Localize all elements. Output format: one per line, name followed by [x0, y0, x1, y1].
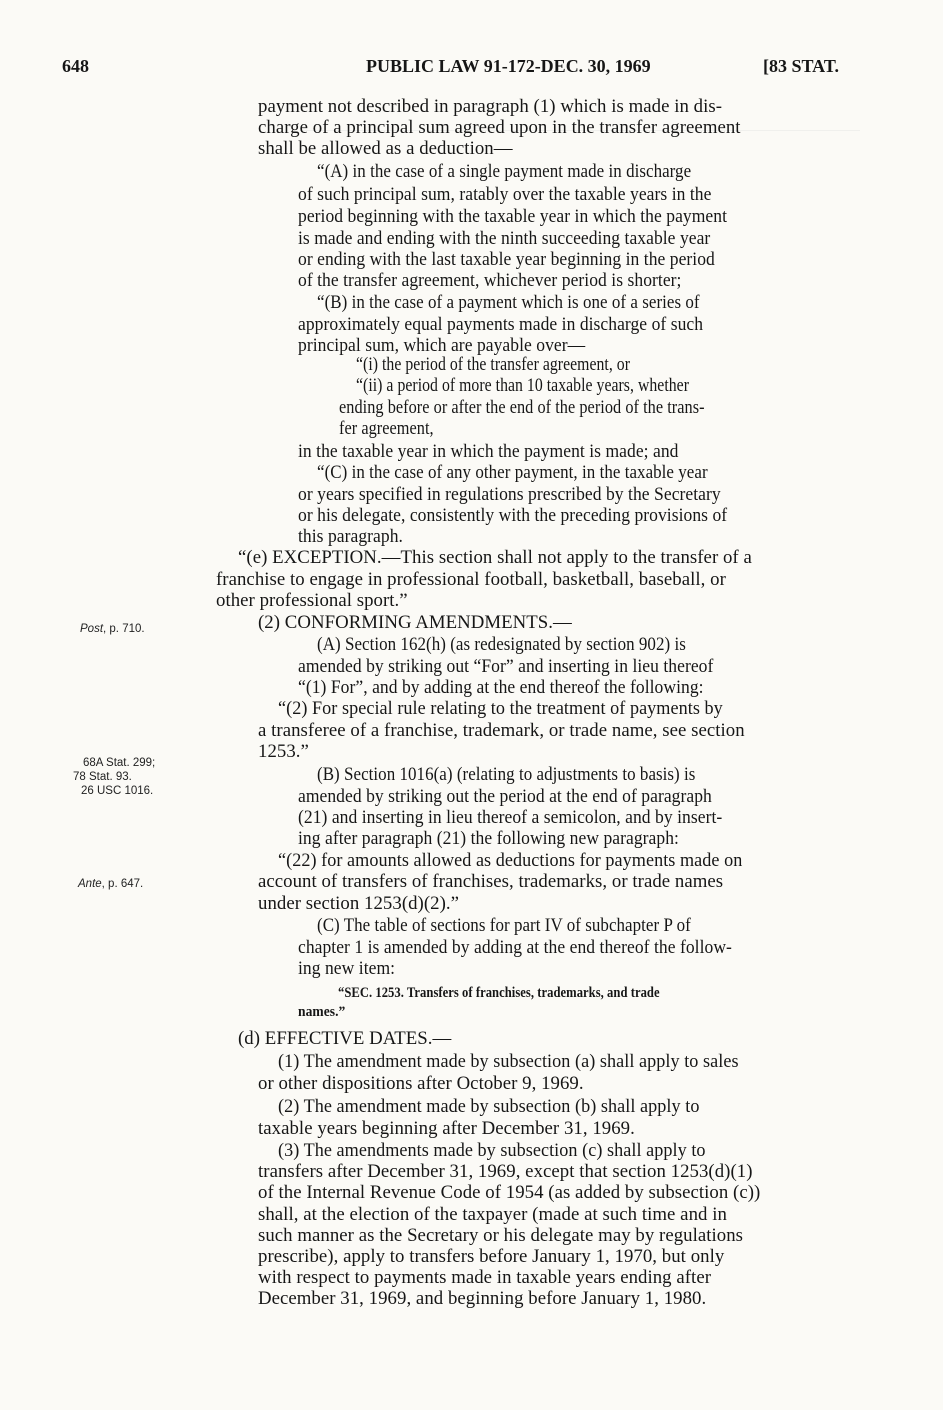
text-line: transfers after December 31, 1969, except that section 1253(d)(1): [258, 1161, 753, 1182]
text-line: of the transfer agreement, whichever period is shorter;: [298, 270, 682, 291]
text-line: ing after paragraph (21) the following new paragraph:: [298, 828, 679, 849]
text-line: or other dispositions after October 9, 1969.: [258, 1073, 584, 1094]
volume-reference: [83 STAT.: [763, 56, 840, 76]
text-line: shall, at the election of the taxpayer (made at such time and in: [258, 1204, 727, 1225]
text-line: or ending with the last taxable year beginning in the period: [298, 249, 715, 270]
margin-note: 78 Stat. 93.: [73, 771, 132, 783]
text-line: period beginning with the taxable year in which the payment: [298, 206, 727, 227]
text-line: or his delegate, consistently with the preceding provisions of: [298, 505, 728, 526]
text-line: fer agreement,: [339, 418, 434, 439]
text-line: account of transfers of franchises, trademarks, or trade names: [258, 871, 724, 892]
text-line: of the Internal Revenue Code of 1954 (as added by subsection (c)): [258, 1182, 761, 1203]
text-line: “(i) the period of the transfer agreement, or: [356, 354, 631, 375]
table-item: “SEC. 1253. Transfers of franchises, trademarks, and trade: [338, 985, 660, 1001]
text-line: (3) The amendments made by subsection (c) shall apply to: [278, 1140, 706, 1161]
text-line: “(A) in the case of a single payment made in discharge: [317, 161, 692, 182]
text-line: (1) The amendment made by subsection (a) shall apply to sales: [278, 1051, 739, 1072]
text-line: shall be allowed as a deduction—: [258, 138, 513, 159]
text-line: (21) and inserting in lieu thereof a semicolon, and by insert-: [298, 807, 723, 828]
text-line: amended by striking out “For” and inserting in lieu thereof: [298, 656, 714, 677]
text-line: a transferee of a franchise, trademark, or trade name, see section: [258, 720, 745, 741]
page-title: PUBLIC LAW 91-172-DEC. 30, 1969: [366, 56, 651, 76]
text-line: payment not described in paragraph (1) which is made in dis-: [258, 96, 723, 117]
text-line: “(e) EXCEPTION.—This section shall not apply to the transfer of a: [238, 547, 752, 568]
text-line: taxable years beginning after December 31, 1969.: [258, 1118, 635, 1139]
text-line: prescribe), apply to transfers before January 1, 1970, but only: [258, 1246, 725, 1267]
table-item: names.”: [298, 1004, 346, 1020]
text-line: “(1) For”, and by adding at the end thereof the following:: [298, 677, 704, 698]
text-line: “(ii) a period of more than 10 taxable years, whether: [356, 375, 689, 396]
margin-note: Post, p. 710.: [80, 623, 145, 635]
text-line: under section 1253(d)(2).”: [258, 893, 460, 914]
text-line: franchise to engage in professional football, basketball, baseball, or: [216, 569, 726, 590]
text-line: (C) The table of sections for part IV of subchapter P of: [317, 915, 691, 936]
text-line: ending before or after the end of the period of the trans-: [339, 397, 705, 418]
text-line: approximately equal payments made in discharge of such: [298, 314, 704, 335]
text-line: ing new item:: [298, 958, 396, 979]
section-heading: (2) CONFORMING AMENDMENTS.—: [258, 612, 572, 633]
text-line: this paragraph.: [298, 526, 403, 547]
margin-note: Ante, p. 647.: [78, 878, 144, 890]
text-line: (A) Section 162(h) (as redesignated by section 902) is: [317, 634, 686, 655]
margin-note: 68A Stat. 299;: [83, 757, 156, 769]
text-line: is made and ending with the ninth succeeding taxable year: [298, 228, 711, 249]
section-heading: (d) EFFECTIVE DATES.—: [238, 1028, 452, 1049]
text-line: 1253.”: [258, 741, 309, 762]
text-line: chapter 1 is amended by adding at the end thereof the follow-: [298, 937, 732, 958]
page-number: 648: [62, 56, 89, 76]
text-line: (B) Section 1016(a) (relating to adjustments to basis) is: [317, 764, 696, 785]
text-line: such manner as the Secretary or his delegate may by regulations: [258, 1225, 744, 1246]
text-line: “(C) in the case of any other payment, in the taxable year: [317, 462, 708, 483]
text-line: with respect to payments made in taxable years ending after: [258, 1267, 712, 1288]
text-line: charge of a principal sum agreed upon in the transfer agreement: [258, 117, 741, 138]
margin-note: 26 USC 1016.: [81, 785, 154, 797]
text-line: “(22) for amounts allowed as deductions for payments made on: [278, 850, 743, 871]
text-line: “(B) in the case of a payment which is one of a series of: [317, 292, 700, 313]
text-line: December 31, 1969, and beginning before January 1, 1980.: [258, 1288, 707, 1309]
text-line: amended by striking out the period at the end of paragraph: [298, 786, 712, 807]
text-line: in the taxable year in which the payment is made; and: [298, 441, 679, 462]
text-line: principal sum, which are payable over—: [298, 335, 586, 356]
text-line: “(2) For special rule relating to the treatment of payments by: [278, 698, 723, 719]
text-line: of such principal sum, ratably over the taxable years in the: [298, 184, 712, 205]
text-line: or years specified in regulations prescribed by the Secretary: [298, 484, 721, 505]
text-line: (2) The amendment made by subsection (b) shall apply to: [278, 1096, 700, 1117]
text-line: other professional sport.”: [216, 590, 408, 611]
